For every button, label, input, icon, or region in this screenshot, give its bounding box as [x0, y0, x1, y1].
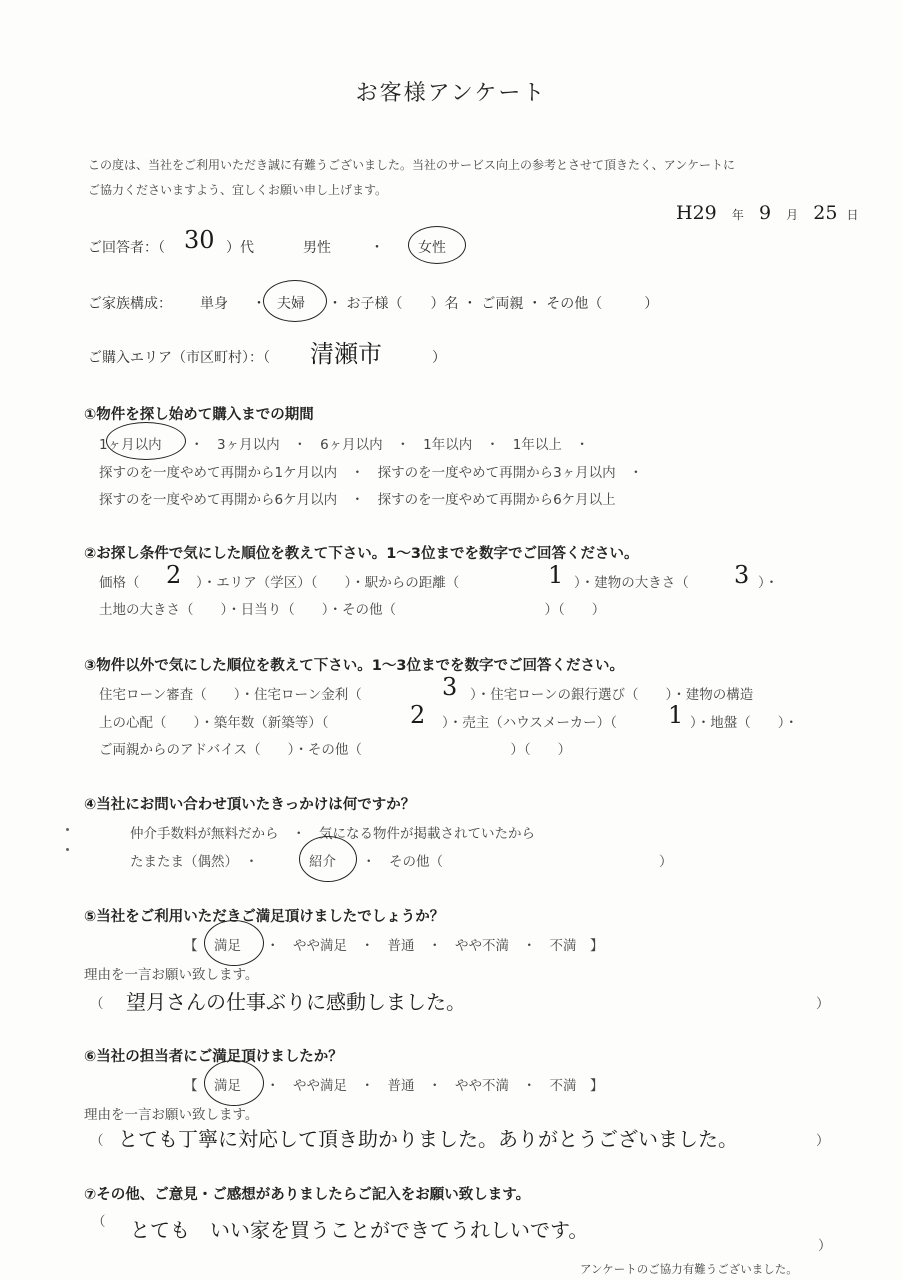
q6-paren-open: （: [90, 1133, 104, 1149]
date-year-unit: 年: [731, 208, 744, 222]
respondent-label: ご回答者：（: [88, 240, 165, 256]
q1-title: ①物件を探し始めて購入までの期間: [84, 407, 314, 423]
q5-option-satisfied: 満足: [214, 938, 241, 954]
q3-row1-b: ）・住宅ローンの銀行選び（ ）・建物の構造: [470, 687, 754, 703]
respondent-age-answer: 30: [184, 226, 215, 254]
area-label: ご購入エリア（市区町村）：（: [88, 350, 270, 366]
intro-line-2: ご協力くださいますよう、宜しくお願い申し上げます。: [88, 183, 388, 197]
q6-paren-close: ）: [816, 1133, 830, 1149]
q5-reason-label: 理由を一言お願い致します。: [84, 967, 259, 983]
q3-row2-c: ）・地盤（ ）・: [690, 715, 798, 731]
footer-thanks: アンケートのご協力有難うございました。: [580, 1262, 798, 1276]
q2-area-label: ）・エリア（学区）（ ）・駅からの距離（: [196, 575, 460, 591]
q3-seller-answer: 1: [668, 701, 684, 729]
q3-row2-b: ）・売主（ハウスメーカー）（: [442, 715, 617, 731]
q5-selection-circle: [204, 920, 264, 966]
family-other-options: ・ お子様（ ）名 ・ ご両親 ・ その他（ ）: [328, 296, 659, 312]
q4-options-row1: 仲介手数料が無料だから ・ 気になる物件が掲載されていたから: [130, 826, 535, 842]
date-month: 9: [758, 202, 772, 224]
q3-title: ③物件以外で気にした順位を教えて下さい。1～3位までを数字でご回答ください。: [84, 658, 624, 674]
page-title: お客様アンケート: [355, 81, 547, 106]
q2-options-row2: 土地の大きさ（ ）・日当り（ ）・その他（ ）（ ）: [99, 602, 606, 618]
female-selection-circle: [408, 226, 466, 264]
separator-dot: ・: [252, 296, 266, 312]
q6-title: ⑥当社の担当者にご満足頂けましたか？: [84, 1049, 343, 1065]
scan-speck: [66, 848, 69, 851]
q4-title: ④当社にお問い合わせ頂いたきっかけは何ですか？: [84, 797, 416, 813]
intro-line-1: この度は、当社をご利用いただき誠に有難うございました。当社のサービス向上の参考とさせて頂きたく、アンケートに: [88, 158, 736, 172]
q4-option-referral: 紹介: [309, 854, 336, 870]
q6-reason-label: 理由を一言お願い致します。: [84, 1107, 259, 1123]
q2-price-label: 価格（: [99, 575, 140, 591]
q6-options-rest: ・ やや満足 ・ 普通 ・ やや不満 ・ 不満 】: [266, 1078, 604, 1094]
q1-options-row1: ・ 3ヶ月以内 ・ 6ヶ月以内 ・ 1年以内 ・ 1年以上 ・: [190, 437, 589, 453]
q5-paren-open: （: [90, 996, 104, 1012]
option-single: 単身: [200, 296, 228, 312]
family-label: ご家族構成：: [88, 296, 172, 312]
respondent-age-suffix: ）代: [226, 240, 254, 256]
date-month-unit: 月: [786, 208, 799, 222]
q2-size-close: ）・: [758, 575, 779, 591]
q2-station-answer: 1: [548, 561, 564, 589]
q7-title: ⑦その他、ご意見・ご感想がありましたらご記入をお願い致します。: [84, 1187, 531, 1203]
q2-size-label: ）・建物の大きさ（: [574, 575, 689, 591]
date-field: [676, 202, 859, 224]
q5-paren-close: ）: [816, 996, 830, 1012]
date-era: H29: [676, 202, 717, 224]
separator-dot: ・: [370, 240, 384, 256]
q3-row1-a: 住宅ローン審査（ ）・住宅ローン金利（: [99, 687, 362, 703]
q6-bracket-open: 【: [184, 1078, 198, 1094]
q7-paren-open: （: [92, 1214, 106, 1230]
q2-title: ②お探し条件で気にした順位を教えて下さい。1～3位までを数字でご回答ください。: [84, 546, 639, 562]
q2-price-answer: 2: [166, 561, 182, 589]
option-couple: 夫婦: [277, 296, 305, 312]
area-close: ）: [432, 350, 446, 366]
q3-row2-a: 上の心配（ ）・築年数（新築等）（: [99, 715, 329, 731]
option-female: 女性: [418, 240, 446, 256]
q2-size-answer: 3: [734, 561, 750, 589]
q6-option-satisfied: 満足: [214, 1078, 241, 1094]
q4-options-row2-b: ・ その他（ ）: [362, 854, 673, 870]
q1-selection-circle: [106, 422, 186, 460]
q5-options-rest: ・ やや満足 ・ 普通 ・ やや不満 ・ 不満 】: [266, 938, 604, 954]
q3-row3: ご両親からのアドバイス（ ）・その他（ ）（ ）: [99, 742, 572, 758]
date-day-unit: 日: [846, 208, 859, 222]
q1-options-row3: 探すのを一度やめて再開から6ケ月以内 ・ 探すのを一度やめて再開から6ケ月以上: [99, 492, 616, 508]
q7-paren-close: ）: [818, 1238, 832, 1254]
q4-selection-circle: [299, 836, 357, 882]
date-day: 25: [813, 202, 838, 224]
q1-option-1month: 1ヶ月以内: [99, 437, 162, 453]
couple-selection-circle: [263, 280, 327, 322]
option-male: 男性: [303, 240, 331, 256]
area-answer: 清瀬市: [310, 340, 382, 368]
q5-bracket-open: 【: [184, 938, 198, 954]
q5-reason-answer: 望月さんの仕事ぶりに感動しました。: [126, 990, 466, 1014]
q7-answer: とても いい家を買うことができてうれしいです。: [130, 1218, 589, 1242]
q3-building-age-answer: 2: [410, 701, 426, 729]
q1-options-row2: 探すのを一度やめて再開から1ケ月以内 ・ 探すのを一度やめて再開から3ヶ月以内 ・: [99, 465, 643, 481]
scan-speck: [66, 828, 69, 831]
q3-rate-answer: 3: [442, 673, 458, 701]
q4-options-row2-a: たまたま（偶然） ・: [130, 854, 259, 870]
q6-selection-circle: [204, 1060, 264, 1106]
q6-reason-answer: とても丁寧に対応して頂き助かりました。ありがとうございました。: [118, 1127, 738, 1151]
q5-title: ⑤当社をご利用いただきご満足頂けましたでしょうか？: [84, 909, 445, 925]
